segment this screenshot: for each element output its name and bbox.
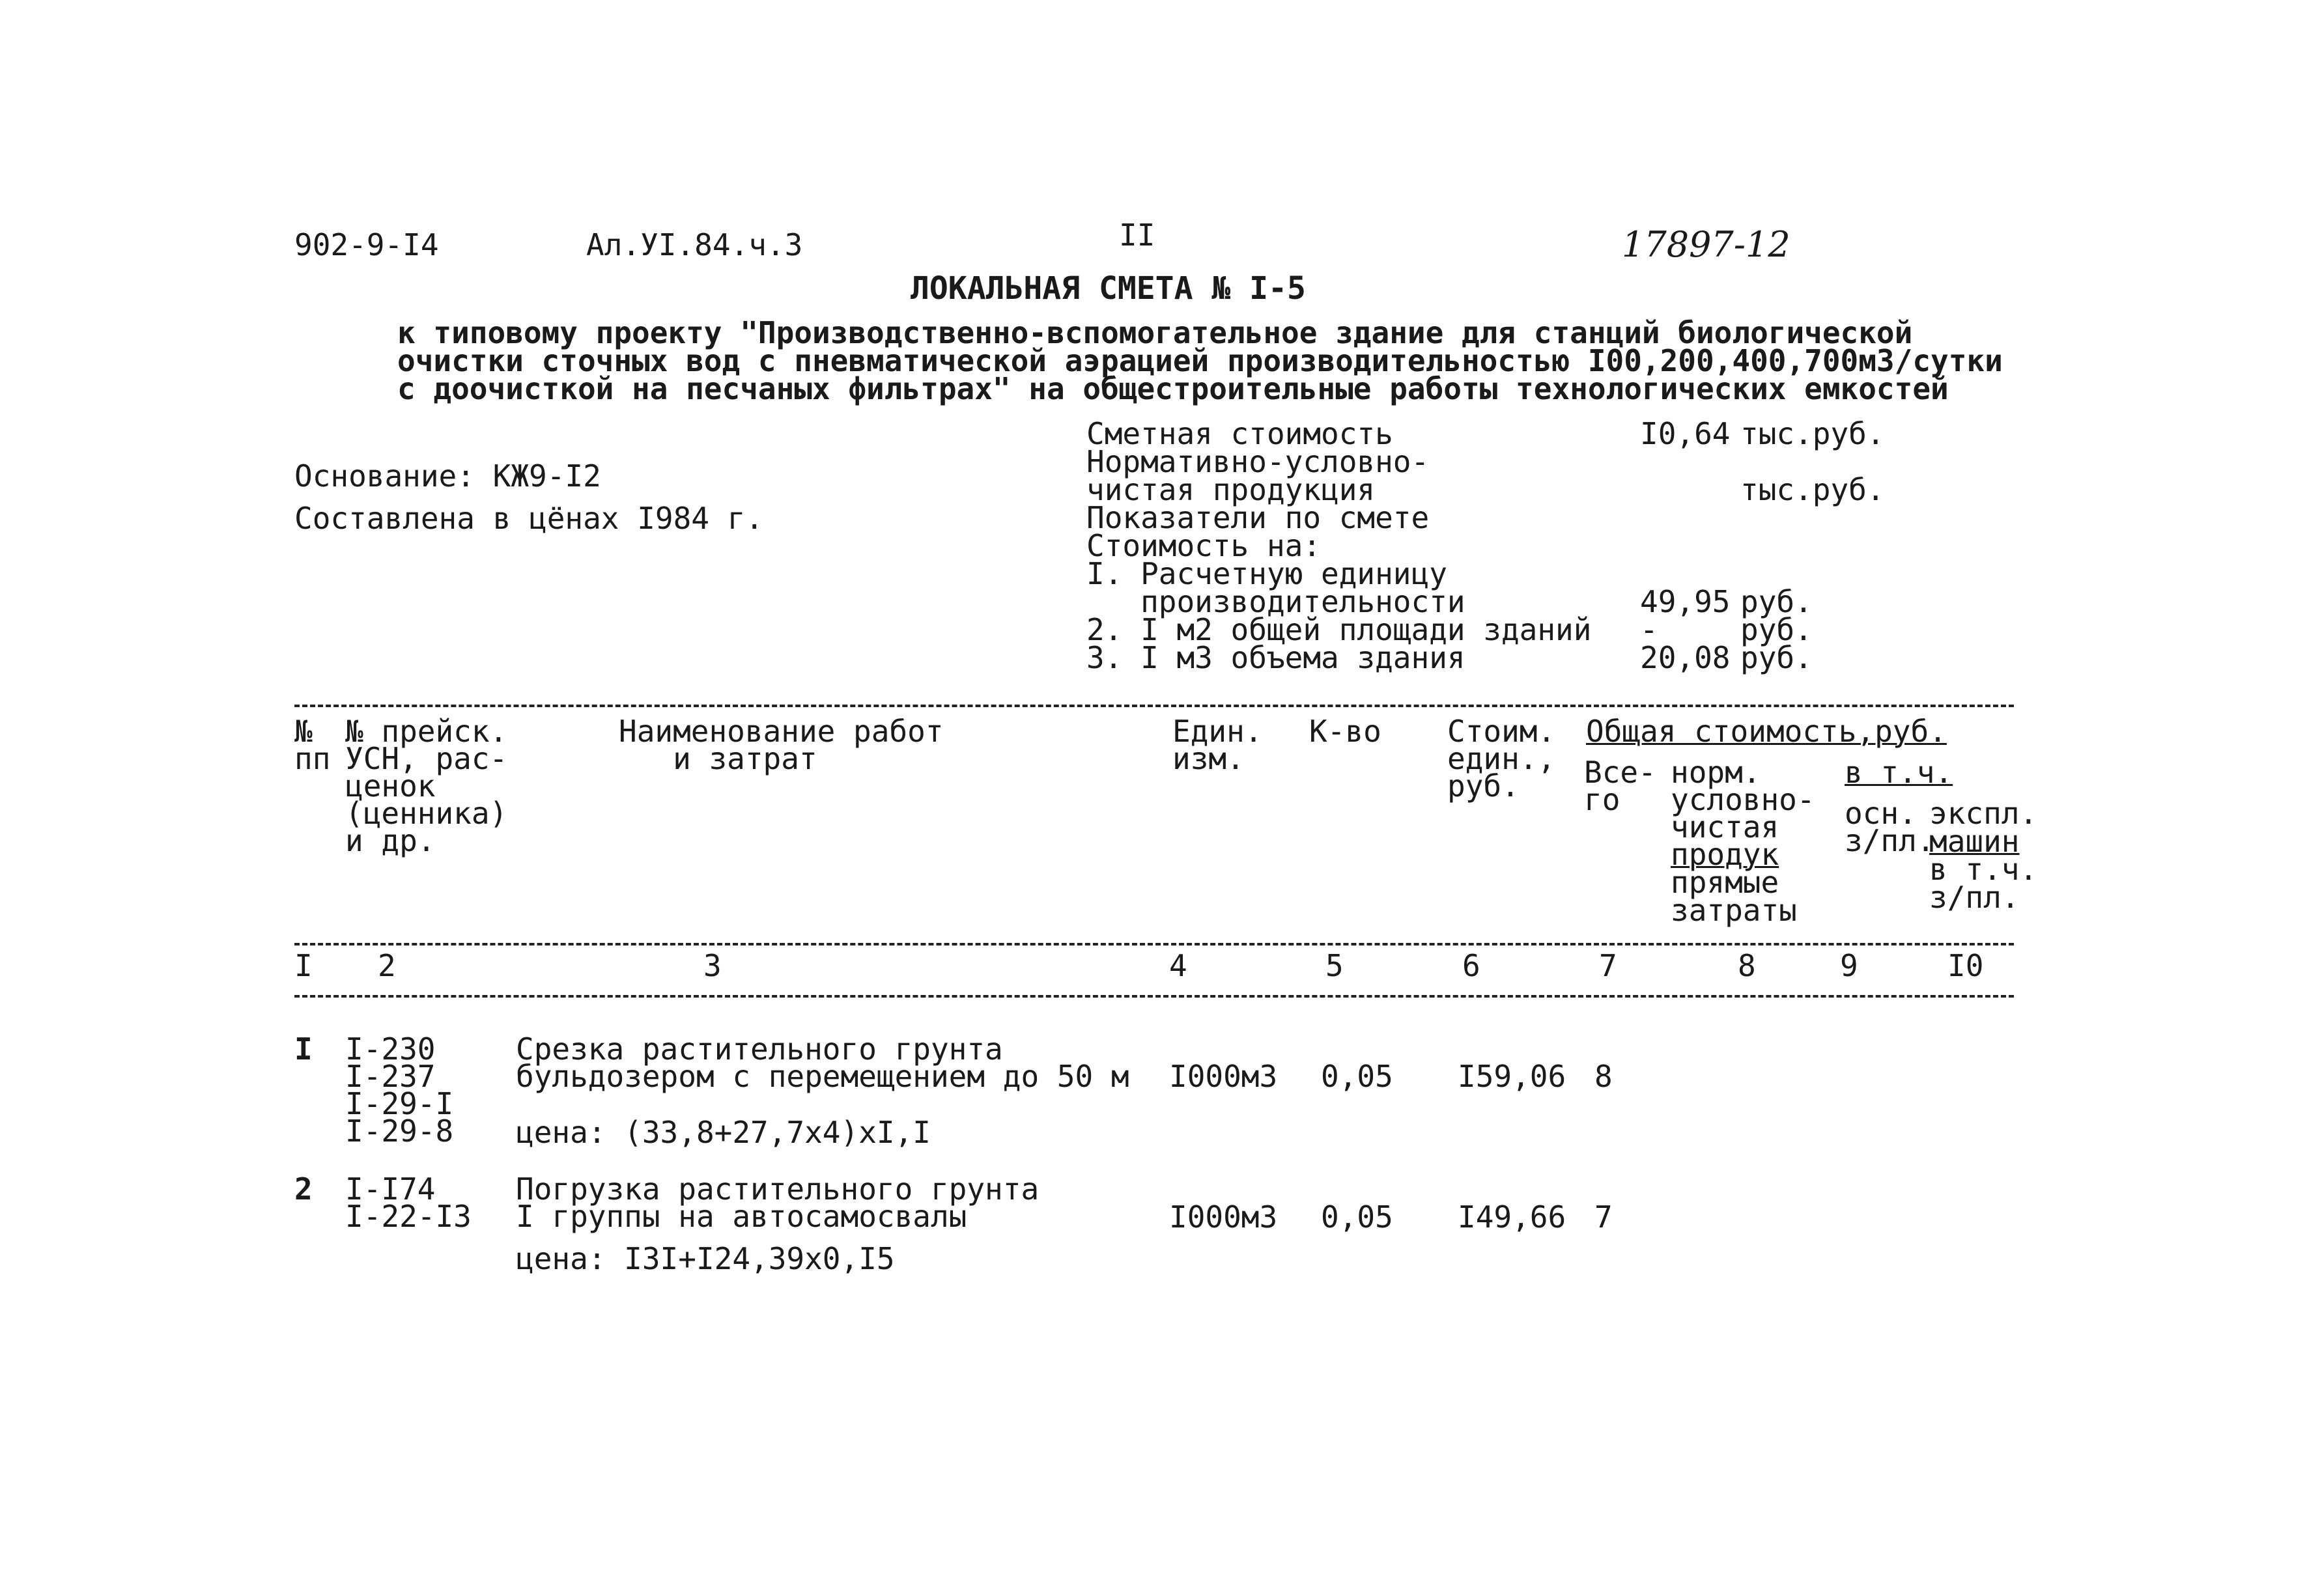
- indicator-3-label: 3. I м3 объема здания: [1086, 640, 1465, 675]
- basis-label: Основание: КЖ9-I2: [294, 458, 601, 494]
- estimated-cost-unit: тыс.руб.: [1740, 416, 1885, 451]
- normative-label-1: Нормативно-условно-: [1086, 444, 1430, 479]
- row-2-total: 7: [1594, 1199, 1613, 1235]
- row-1-number: I: [294, 1031, 313, 1067]
- colnum-6: 6: [1462, 948, 1480, 983]
- indicator-3-unit: руб.: [1740, 640, 1813, 675]
- header-including: в т.ч.: [1845, 755, 1953, 790]
- colnum-2: 2: [378, 948, 396, 983]
- row-1-qty: 0,05: [1321, 1059, 1393, 1094]
- header-direct-costs: прямые: [1671, 865, 1779, 900]
- table-top-rule: [294, 705, 2014, 707]
- description-line-3: с доочисткой на песчаных фильтрах" на общестроительные работы технологических емкостей: [397, 371, 1949, 406]
- colnum-1: I: [294, 948, 313, 983]
- header-work-name: Наименование работ и затрат: [619, 714, 944, 776]
- row-1-unit: I000м3: [1169, 1059, 1278, 1094]
- header-quantity: К-во: [1309, 714, 1381, 749]
- page-title: ЛОКАЛЬНАЯ СМЕТА № I-5: [911, 270, 1306, 307]
- indicator-2-unit: руб.: [1740, 612, 1813, 647]
- header-machines-4: з/пл.: [1929, 880, 2020, 915]
- table-colnum-rule: [294, 995, 2014, 998]
- normative-unit: тыс.руб.: [1740, 472, 1885, 507]
- row-1-formula: цена: (33,8+27,7x4)xI,I: [516, 1115, 931, 1150]
- header-total-cost-group: Общая стоимость,руб.: [1586, 714, 1947, 749]
- table-header-rule: [294, 943, 2014, 945]
- album-code: Ал.УI.84.ч.3: [586, 227, 803, 262]
- header-base-salary: осн. з/пл.: [1845, 796, 1935, 858]
- header-machines-3: в т.ч.: [1929, 852, 2038, 887]
- inventory-number: 17897-12: [1622, 224, 1790, 265]
- doc-code: 902-9-I4: [294, 227, 439, 262]
- row-1-price: I59,06: [1458, 1059, 1566, 1094]
- description-line-2: очистки сточных вод с пневматической аэрацией производительностью I00,200,400,700м3/сутки: [397, 343, 2003, 378]
- indicator-1-unit: руб.: [1740, 584, 1813, 619]
- header-machines-2: машин: [1929, 824, 2020, 859]
- header-normative: норм. условно- чистая: [1671, 755, 1815, 845]
- estimated-cost-label: Сметная стоимость: [1086, 416, 1393, 451]
- row-1-name: Срезка растительного грунта бульдозером с перемещением до 50 м: [516, 1031, 1129, 1094]
- colnum-8: 8: [1738, 948, 1756, 983]
- header-machines-1: экспл.: [1929, 796, 2038, 831]
- row-2-unit: I000м3: [1169, 1199, 1278, 1235]
- indicator-1-line-1: I. Расчетную единицу: [1086, 556, 1447, 591]
- colnum-10: I0: [1947, 948, 1984, 983]
- indicators-label: Показатели по смете: [1086, 500, 1430, 535]
- row-2-formula: цена: I3I+I24,39x0,I5: [516, 1241, 895, 1276]
- colnum-9: 9: [1840, 948, 1858, 983]
- header-total: Все- го: [1584, 755, 1656, 817]
- row-2-codes: I-I74 I-22-I3: [345, 1171, 472, 1234]
- indicator-3-value: 20,08: [1640, 640, 1731, 675]
- row-2-name: Погрузка растительного грунта I группы на автосамосвалы: [516, 1171, 1040, 1234]
- row-2-qty: 0,05: [1321, 1199, 1393, 1235]
- header-direct-costs-2: затраты: [1671, 893, 1797, 928]
- colnum-7: 7: [1599, 948, 1617, 983]
- row-2-number: 2: [294, 1171, 313, 1207]
- header-price-code: № прейск. УСН, рас- ценок (ценника) и др.: [345, 714, 508, 858]
- indicator-1-value: 49,95: [1640, 584, 1731, 619]
- colnum-3: 3: [703, 948, 722, 983]
- row-2-price: I49,66: [1458, 1199, 1566, 1235]
- page-number: II: [1119, 217, 1155, 253]
- header-unit-cost: Стоим. един., руб.: [1447, 714, 1556, 804]
- header-normative-product: продук: [1671, 837, 1779, 872]
- colnum-5: 5: [1325, 948, 1344, 983]
- header-unit: Един. изм.: [1172, 714, 1263, 776]
- indicator-2-value: -: [1640, 612, 1658, 647]
- header-row-number: № пп: [294, 714, 331, 776]
- prices-year: Составлена в цёнах I984 г.: [294, 501, 764, 536]
- indicator-2-label: 2. I м2 общей площади зданий: [1086, 612, 1592, 647]
- normative-label-2: чистая продукция: [1086, 472, 1376, 507]
- estimated-cost-value: I0,64: [1640, 416, 1731, 451]
- row-1-codes: I-230 I-237 I-29-I I-29-8: [345, 1031, 454, 1149]
- colnum-4: 4: [1169, 948, 1187, 983]
- indicator-1-line-2: производительности: [1086, 584, 1465, 619]
- cost-for-label: Стоимость на:: [1086, 528, 1322, 563]
- row-1-total: 8: [1594, 1059, 1613, 1094]
- description-line-1: к типовому проекту "Производственно-вспомогательное здание для станций биологической: [397, 315, 1913, 350]
